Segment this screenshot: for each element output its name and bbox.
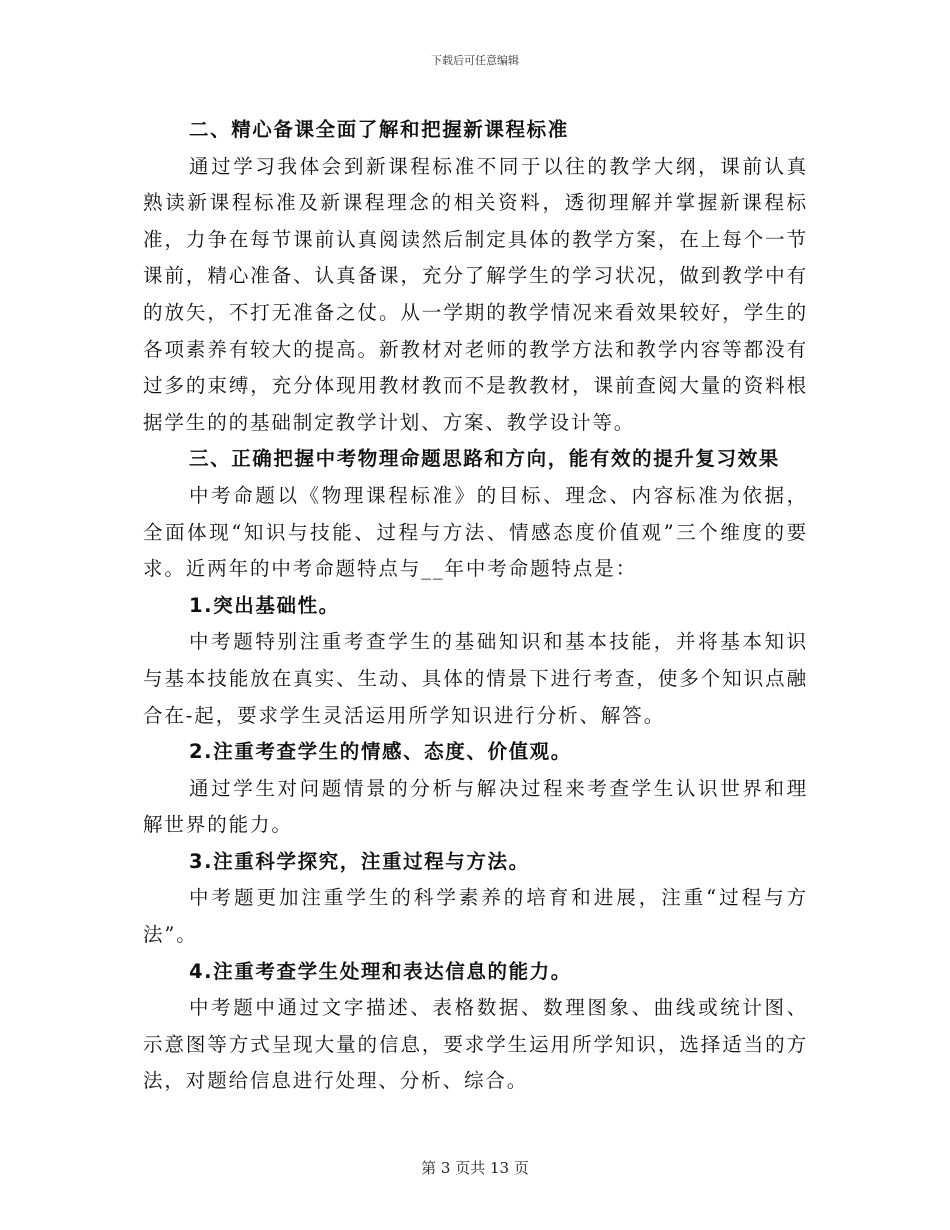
- page-header: 下载后可任意编辑: [431, 54, 519, 67]
- section-heading-2: 二、精心备课全面了解和把握新课程标准: [189, 118, 569, 141]
- paragraph-information: 中考题中通过文字描述、表格数据、数理图象、曲线或统计图、示意图等方式呈现大量的信息，要求学生运用所学知识，选择适当的方法，对题给信息进行处理、分析、综合。: [143, 996, 808, 1093]
- paragraph-exam-basis: 中考命题以《物理课程标准》的目标、理念、内容标准为依据，全面体现“知识与技能、过程与方法、情感态度价值观”三个维度的要求。近两年的中考命题特点与__年中考命题特点是：: [143, 483, 808, 581]
- paragraph-values: 通过学生对问题情景的分析与解决过程来考查学生认识世界和理解世界的能力。: [143, 776, 808, 837]
- section-heading-3: 三、正确把握中考物理命题思路和方向，能有效的提升复习效果: [189, 447, 780, 471]
- subheading-3: 3.注重科学探究，注重过程与方法。: [189, 849, 530, 873]
- subheading-4: 4.注重考查学生处理和表达信息的能力。: [189, 959, 572, 983]
- document-body: [143, 112, 808, 1100]
- paragraph-lesson-prep: 通过学习我体会到新课程标准不同于以往的教学大纲，课前认真熟读新课程标准及新课程理念的相关资料，透彻理解并掌握新课程标准，力争在每节课前认真阅读然后制定具体的教学方案，在上每个一节课前，精心准备、认真备课，充分了解学生的学习状况，做到教学中有的放矢，不打无准备之仗。从一学期的教学情况来看效果较好，学生的各项素养有较大的提高。新教材对老师的教学方法和教学内容等都没有过多的束缚，充分体现用教材教而不是教教材，课前查阅大量的资料根据学生的的基础制定教学计划、方案、教学设计等。: [143, 154, 808, 434]
- paragraph-inquiry: 中考题更加注重学生的科学素养的培育和进展，注重“过程与方法”。: [143, 886, 808, 947]
- subheading-2: 2.注重考查学生的情感、态度、价值观。: [189, 740, 572, 764]
- subheading-1: 1.突出基础性。: [189, 593, 340, 617]
- paragraph-basics: 中考题特别注重考查学生的基础知识和基本技能，并将基本知识与基本技能放在真实、生动、具体的情景下进行考查，使多个知识点融合在-起，要求学生灵活运用所学知识进行分析、解答。: [143, 630, 808, 727]
- page-number: 第 3 页共 13 页: [421, 1159, 529, 1177]
